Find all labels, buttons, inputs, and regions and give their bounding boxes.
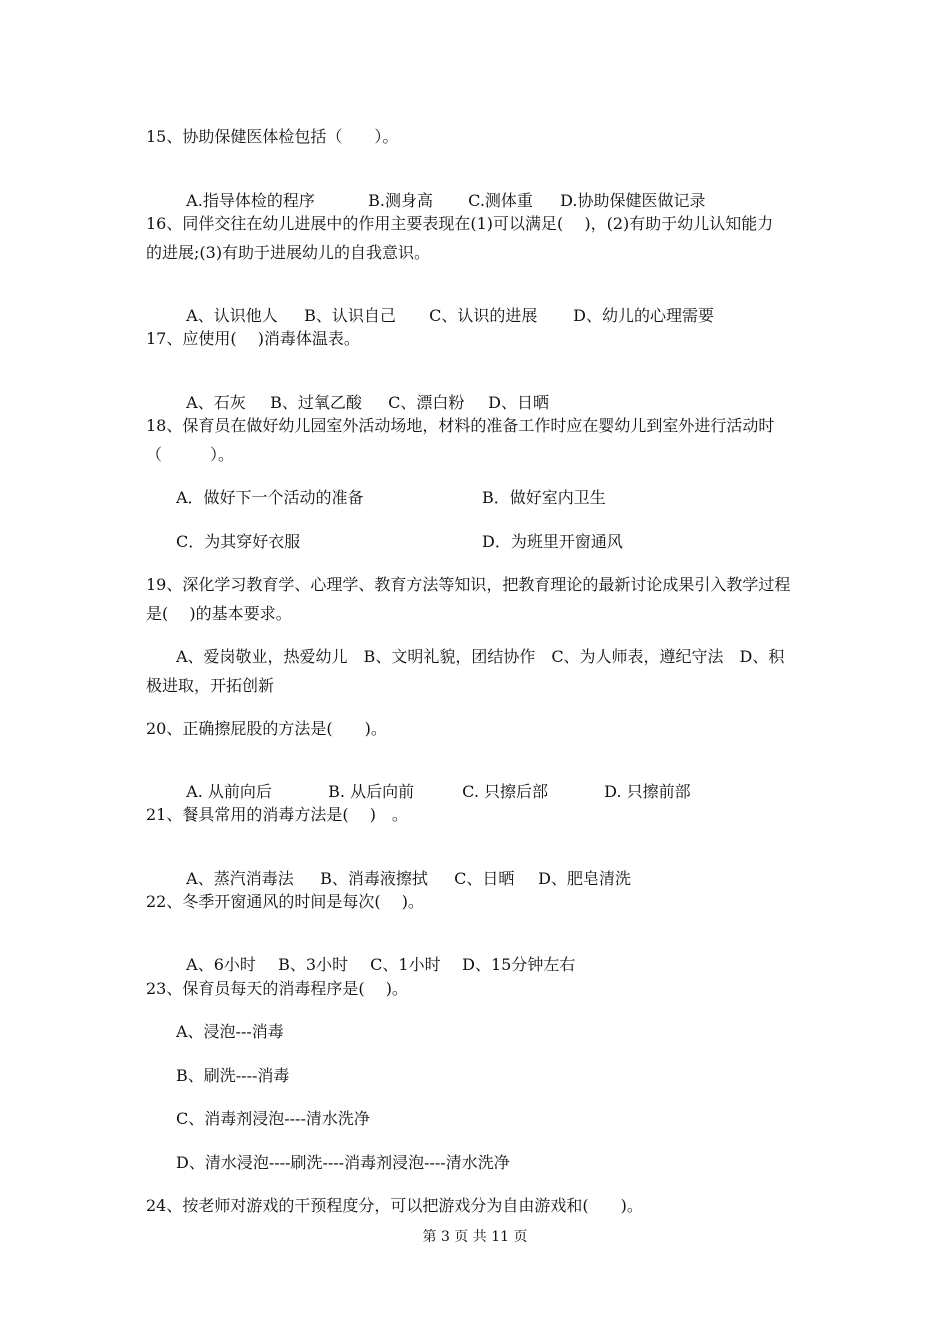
option-b: B. 从后向前 (328, 782, 415, 801)
option-c: C、漂白粉 (388, 393, 465, 412)
option-c: C、1小时 (370, 955, 441, 974)
option-a: A、认识他人 (186, 306, 278, 325)
question-24: 24、按老师对游戏的干预程度分，可以把游戏分为自由游戏和( )。 (146, 1196, 643, 1215)
option-c: C、认识的进展 (429, 306, 538, 325)
page-number: 第 3 页 共 11 页 (422, 1229, 528, 1245)
question-18-option-c: C．为其穿好衣服 (176, 532, 301, 551)
question-19-options-line2: 极进取，开拓创新 (146, 676, 275, 695)
question-18-option-b: B．做好室内卫生 (482, 488, 606, 507)
question-17: 17、应使用( )消毒体温表。 (146, 329, 360, 348)
question-23: 23、保育员每天的消毒程序是( )。 (146, 979, 408, 998)
question-23-option-b: B、刷洗----消毒 (176, 1066, 290, 1085)
question-22: 22、冬季开窗通风的时间是每次( )。 (146, 892, 424, 911)
option-d: D、肥皂清洗 (538, 869, 632, 888)
question-20: 20、正确擦屁股的方法是( )。 (146, 719, 387, 738)
question-19-options-line1: A、爱岗敬业，热爱幼儿 B、文明礼貌，团结协作 C、为人师表，遵纪守法 D、积 (176, 647, 785, 666)
question-15: 15、协助保健医体检包括（ ）。 (146, 127, 399, 146)
question-18-line2: （ ）。 (146, 445, 235, 464)
option-a: A.指导体检的程序 (186, 191, 315, 210)
option-b: B、消毒液擦拭 (320, 869, 428, 888)
question-23-option-a: A、浸泡---消毒 (176, 1022, 284, 1041)
question-19-line2: 是( )的基本要求。 (146, 604, 292, 623)
option-c: C、日晒 (454, 869, 515, 888)
option-b: B、3小时 (278, 955, 349, 974)
question-16-options (176, 286, 714, 326)
question-21: 21、餐具常用的消毒方法是( ) 。 (146, 805, 408, 824)
question-20-options (176, 762, 691, 802)
question-22-options (176, 935, 575, 975)
option-d: D、15分钟左右 (462, 955, 576, 974)
option-c: C.测体重 (468, 191, 533, 210)
option-d: D.协助保健医做记录 (560, 191, 706, 210)
option-d: D、日晒 (488, 393, 550, 412)
question-16-line1: 16、同伴交往在幼儿进展中的作用主要表现在(1)可以满足( )，(2)有助于幼儿认知能力 (146, 214, 774, 233)
option-b: B、过氧乙酸 (270, 393, 362, 412)
option-d: D、幼儿的心理需要 (573, 306, 715, 325)
option-b: B.测身高 (368, 191, 434, 210)
question-23-option-d: D、清水浸泡----刷洗----消毒剂浸泡----清水洗净 (176, 1153, 510, 1172)
option-a: A、6小时 (186, 955, 256, 974)
option-a: A、石灰 (186, 393, 246, 412)
question-17-options (176, 373, 549, 413)
question-23-option-c: C、消毒剂浸泡----清水洗净 (176, 1109, 370, 1128)
question-19-line1: 19、深化学习教育学、心理学、教育方法等知识，把教育理论的最新讨论成果引入教学过程 (146, 575, 791, 594)
question-18-option-a: A．做好下一个活动的准备 (176, 488, 364, 507)
question-18-line1: 18、保育员在做好幼儿园室外活动场地，材料的准备工作时应在婴幼儿到室外进行活动时 (146, 416, 775, 435)
option-d: D. 只擦前部 (604, 782, 691, 801)
option-b: B、认识自己 (304, 306, 396, 325)
question-21-options (176, 849, 631, 889)
question-16-line2: 的进展;(3)有助于进展幼儿的自我意识。 (146, 243, 431, 262)
question-18-option-d: D．为班里开窗通风 (482, 532, 623, 551)
option-a: A. 从前向后 (186, 782, 272, 801)
question-15-options (176, 171, 706, 211)
option-a: A、蒸汽消毒法 (186, 869, 294, 888)
option-c: C. 只擦后部 (462, 782, 549, 801)
